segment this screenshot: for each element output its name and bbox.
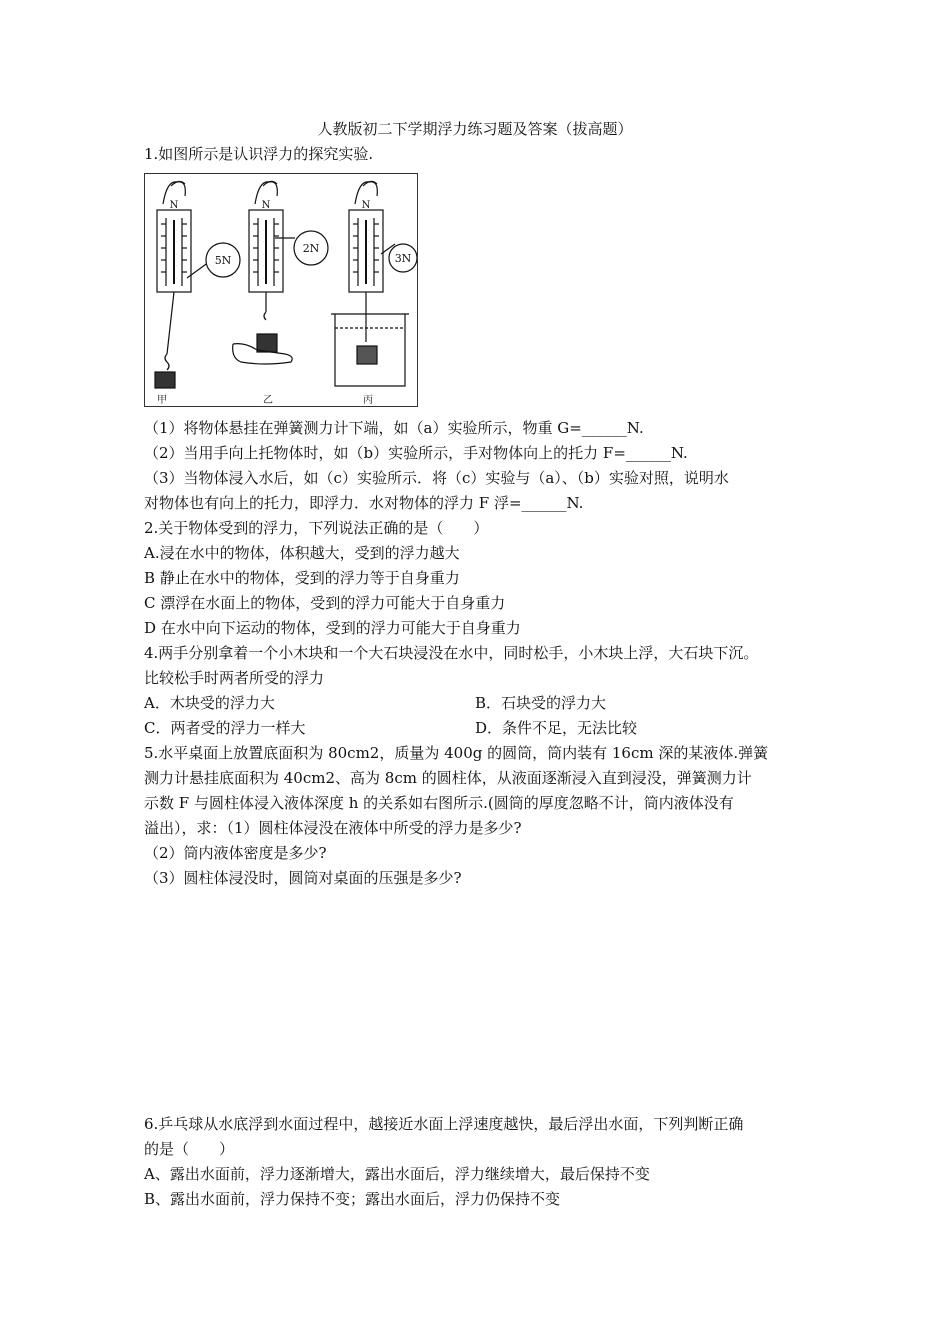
- q4-stem-line1: 4.两手分别拿着一个小木块和一个大石块浸没在水中，同时松手，小木块上浮，大石块下沉。: [144, 644, 759, 662]
- q4-option-c: C．两者受的浮力一样大: [144, 719, 306, 737]
- document-title: 人教版初二下学期浮力练习题及答案（拔高题）: [317, 120, 633, 138]
- reading-a: 5N: [214, 254, 232, 267]
- q1-stem: 1.如图所示是认识浮力的探究实验.: [144, 145, 374, 163]
- q1-part3-line2: 对物体也有向上的托力，即浮力．水对物体的浮力 F 浮=______N.: [144, 494, 584, 512]
- spring-scale-a: [155, 181, 240, 388]
- q4-stem-line2: 比较松手时两者所受的浮力: [144, 669, 325, 687]
- q5-line2: 测力计悬挂底面积为 40cm2、高为 8cm 的圆柱体，从液面逐渐浸入直到浸没，弹簧测力计: [144, 769, 752, 787]
- q6-option-a: A、露出水面前，浮力逐渐增大，露出水面后，浮力继续增大，最后保持不变: [144, 1165, 650, 1183]
- reading-c: 3N: [394, 252, 412, 265]
- q2-option-a: A.浸在水中的物体，体积越大，受到的浮力越大: [144, 544, 460, 562]
- q2-option-d: D 在水中向下运动的物体，受到的浮力可能大于自身重力: [144, 619, 521, 637]
- label-jia: 甲: [157, 395, 167, 406]
- label-yi: 乙: [263, 395, 273, 406]
- label-bing: 丙: [363, 395, 373, 406]
- spring-scale-b: [233, 181, 328, 364]
- q2-stem: 2.关于物体受到的浮力，下列说法正确的是（ ）: [144, 519, 489, 537]
- q6-option-b: B、露出水面前，浮力保持不变；露出水面后，浮力仍保持不变: [144, 1190, 561, 1208]
- q5-line6: （3）圆柱体浸没时，圆筒对桌面的压强是多少?: [144, 869, 462, 887]
- scale-b-unit: N: [261, 200, 271, 211]
- q4-option-b: B．石块受的浮力大: [475, 694, 607, 712]
- spring-scale-diagram: [145, 174, 417, 406]
- spring-scale-c: [331, 181, 417, 386]
- q2-option-c: C 漂浮在水面上的物体，受到的浮力可能大于自身重力: [144, 594, 506, 612]
- q5-line4: 溢出），求：（1）圆柱体浸没在液体中所受的浮力是多少?: [144, 819, 522, 837]
- q5-line3: 示数 F 与圆柱体浸入液体深度 h 的关系如右图所示.(圆筒的厚度忽略不计，筒内液体没有: [144, 794, 734, 812]
- q1-part2: （2）当用手向上托物体时，如（b）实验所示，手对物体向上的托力 F=______N.: [144, 444, 688, 462]
- scale-a-unit: N: [169, 200, 179, 211]
- q4-option-a: A．木块受的浮力大: [144, 694, 275, 712]
- q4-option-d: D．条件不足，无法比较: [475, 719, 638, 737]
- q5-line1: 5.水平桌面上放置底面积为 80cm2，质量为 400g 的圆筒，筒内装有 16cm 深的某液体.弹簧: [144, 744, 769, 762]
- scale-c-unit: N: [361, 200, 371, 211]
- q6-stem-line2: 的是（ ）: [144, 1140, 235, 1158]
- q1-part3-line1: （3）当物体浸入水后，如（c）实验所示．将（c）实验与（a）、（b）实验对照，说明水: [144, 469, 729, 487]
- q5-line5: （2）筒内液体密度是多少?: [144, 844, 327, 862]
- reading-b: 2N: [302, 242, 320, 255]
- q6-stem-line1: 6.乒乓球从水底浮到水面过程中，越接近水面上浮速度越快，最后浮出水面，下列判断正确: [144, 1115, 744, 1133]
- q2-option-b: B 静止在水中的物体，受到的浮力等于自身重力: [144, 569, 460, 587]
- q1-part1: （1）将物体悬挂在弹簧测力计下端，如（a）实验所示，物重 G=______N.: [144, 419, 644, 437]
- spring-scale-figure: [144, 173, 418, 407]
